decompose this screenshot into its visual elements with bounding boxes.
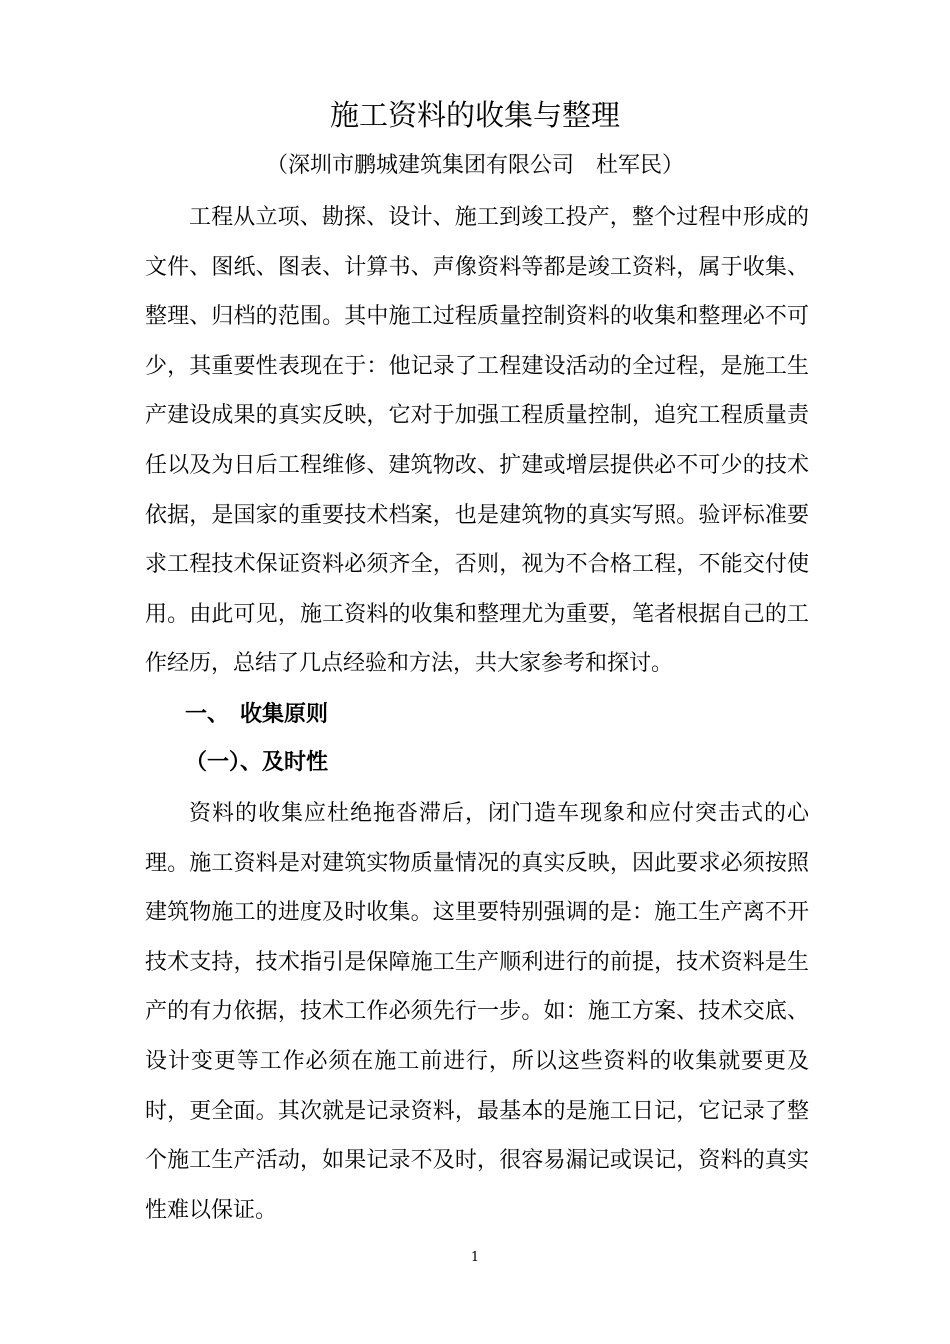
document-title: 施工资料的收集与整理 bbox=[329, 98, 620, 132]
author-affiliation: （深圳市鹏城建筑集团有限公司 杜军民） bbox=[265, 153, 684, 178]
subsection-heading-timeliness: （一）、及时性 bbox=[185, 750, 329, 775]
timeliness-paragraph: 资料的收集应杜绝拖沓滞后，闭门造车现象和应付突击式的心理。施工资料是对建筑实物质量情况的真实反映，因此要求必须按照建筑物施工的进度及时收集。这里要特别强调的是：施工生产离不开技术支持，技术指引是保障施工生产顺利进行的前提，技术资料是生产的有力依据，技术工作必须先行一步。如：施工方案、技术交底、设计变更等工作必须在施工前进行，所以这些资料的收集就要更及时，更全面。其次就是记录资料，最基本的是施工日记，它记录了整个施工生产活动，如果记录不及时，很容易漏记或误记，资料的真实性难以保证。 bbox=[145, 801, 809, 1223]
page-number: 1 bbox=[470, 1250, 480, 1265]
section-heading-collection-principles: 一、 收集原则 bbox=[185, 702, 329, 727]
intro-paragraph: 工程从立项、勘探、设计、施工到竣工投产，整个过程中形成的文件、图纸、图表、计算书、声像资料等都是竣工资料，属于收集、整理、归档的范围。其中施工过程质量控制资料的收集和整理必不可少，其重要性表现在于：他记录了工程建设活动的全过程，是施工生产建设成果的真实反映，它对于加强工程质量控制，追究工程质量责任以及为日后工程维修、建筑物改、扩建或增层提供必不可少的技术依据，是国家的重要技术档案，也是建筑物的真实写照。验评标准要求工程技术保证资料必须齐全，否则，视为不合格工程，不能交付使用。由此可见，施工资料的收集和整理尤为重要，笔者根据自己的工作经历，总结了几点经验和方法，共大家参考和探讨。 bbox=[145, 205, 809, 677]
